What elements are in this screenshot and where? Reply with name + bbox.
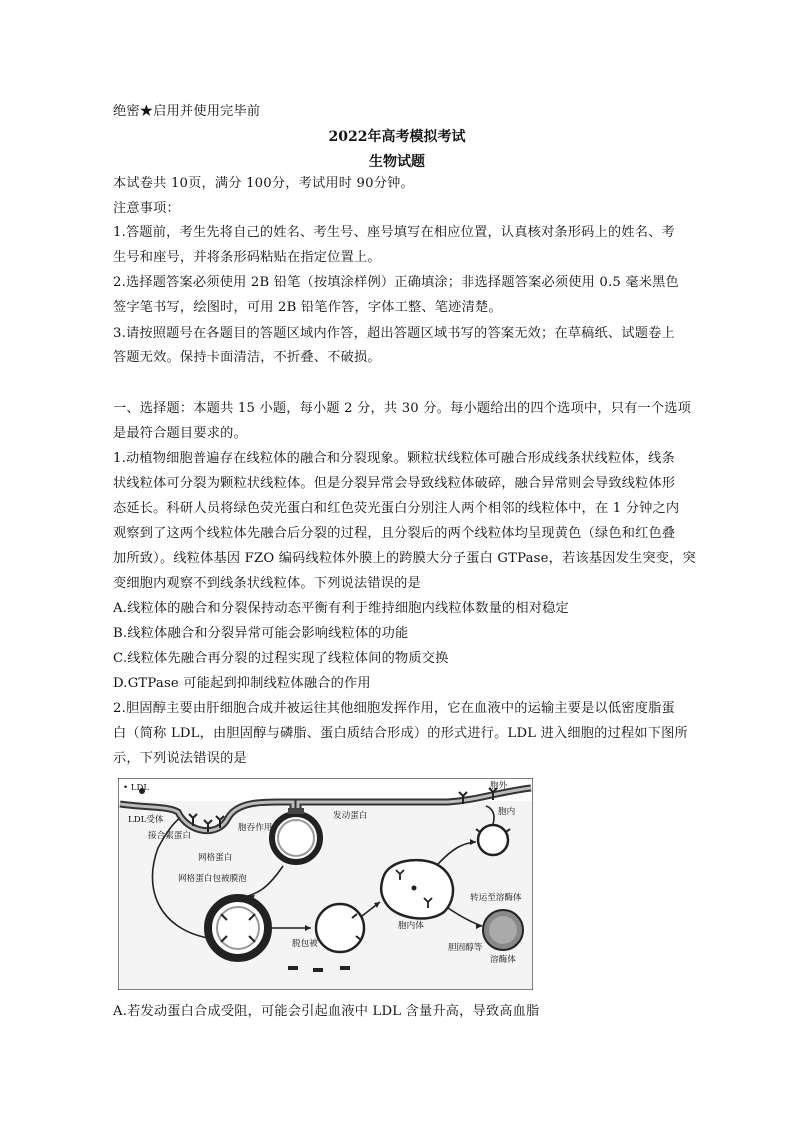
label-dynamin: 发动蛋白 xyxy=(333,811,368,821)
question-1-line: 1.动植物细胞普遍存在线粒体的融合和分裂现象。颗粒状线粒体可融合形成线条状线粒体，线条 xyxy=(113,451,675,466)
question-1-line: 加所致）。线粒体基因 FZO 编码线粒体外膜上的跨膜大分子蛋白 GTPase，若该基因发生突变，突 xyxy=(113,551,696,566)
label-lysosome: 溶酶体 xyxy=(490,955,516,965)
question-1-option-d: D.GTPase 可能起到抑制线粒体融合的作用 xyxy=(113,676,371,691)
intro-line: 本试卷共 10页，满分 100分，考试用时 90分钟。 xyxy=(113,176,414,191)
label-inside: 胞内 xyxy=(498,807,516,817)
question-2-line: 白（简称 LDL，由胆固醇与磷脂、蛋白质结合形成）的形式进行。LDL 进入细胞的过程如下图所 xyxy=(113,726,688,741)
question-1-line: 态延长。科研人员将绿色荧光蛋白和红色荧光蛋白分别注人两个相邻的线粒体中，在 1 分钟之内 xyxy=(113,501,680,516)
notice-line: 2.选择题答案必须使用 2B 铅笔（按填涂样例）正确填涂；非选择题答案必须使用 0.5 毫米黑色 xyxy=(113,275,679,290)
budding-vesicle xyxy=(272,814,320,862)
notice-line: 3.请按照题号在各题目的答题区域内作答，超出答题区域书写的答案无效；在草稿纸、试题卷上 xyxy=(113,326,675,341)
section-heading: 是最符合题目要求的。 xyxy=(113,426,247,441)
recycling-vesicle xyxy=(478,825,508,855)
question-1-option-c: C.线粒体先融合再分裂的过程实现了线粒体间的物质交换 xyxy=(113,651,449,666)
label-outside: 胞外 xyxy=(490,781,508,791)
label-coated-vesicle: 网格蛋白包被膜泡 xyxy=(178,874,247,884)
notice-line: 1.答题前，考生先将自己的姓名、考生号、座号填写在相应位置，认真核对条形码上的姓名、考 xyxy=(113,225,675,240)
label-endocytosis: 胞吞作用 xyxy=(238,823,273,833)
secret-header: 绝密★启用并使用完毕前 xyxy=(113,104,261,119)
exam-title: 2022年高考模拟考试 xyxy=(328,129,466,145)
label-clathrin: 网格蛋白 xyxy=(198,853,233,863)
question-2-option-a: A.若发动蛋白合成受阻，可能会引起血液中 LDL 含量升高，导致高血脂 xyxy=(113,1004,540,1019)
label-transport-lysosome: 转运至溶酶体 xyxy=(470,893,522,903)
notice-line: 生号和座号，并将条形码粘贴在指定位置上。 xyxy=(113,250,381,265)
question-1-line: 状线粒体可分裂为颗粒状线粒体。但是分裂异常会导致线粒体破碎，融合异常则会导致线粒体形 xyxy=(113,476,676,491)
question-1-line: 观察到了这两个线粒体先融合后分裂的过程，且分裂后的两个线粒体均呈现黄色（绿色和红色叠 xyxy=(113,526,676,541)
question-2-line: 示，下列说法错误的是 xyxy=(113,751,247,766)
label-uncoating: 脱包被 xyxy=(292,939,318,949)
question-2-line: 2.胆固醇主要由肝细胞合成并被运往其他细胞发挥作用，它在血液中的运输主要是以低密度脂蛋 xyxy=(113,701,675,716)
subject-title: 生物试题 xyxy=(369,154,425,170)
notice-heading: 注意事项： xyxy=(113,201,180,216)
uncoated-vesicle xyxy=(316,904,364,952)
notice-line: 答题无效。保持卡面清洁，不折叠、不破损。 xyxy=(113,350,381,365)
ldl-endocytosis-figure xyxy=(118,778,533,990)
endosome xyxy=(381,860,453,918)
label-ldl: • LDL xyxy=(123,783,150,793)
label-adaptor: 接合素蛋白 xyxy=(148,831,191,841)
label-cholesterol: 胆固醇等 xyxy=(448,943,483,953)
notice-line: 签字笔书写，绘图时，可用 2B 铅笔作答，字体工整、笔迹清楚。 xyxy=(113,300,502,315)
question-1-option-b: B.线粒体融合和分裂异常可能会影响线粒体的功能 xyxy=(113,626,409,641)
section-heading: 一、选择题：本题共 15 小题，每小题 2 分，共 30 分。每小题给出的四个选项中，只有一个选项 xyxy=(113,401,692,416)
label-receptor: LDL受体 xyxy=(128,815,164,825)
question-1-option-a: A.线粒体的融合和分裂保持动态平衡有利于维持细胞内线粒体数量的相对稳定 xyxy=(113,601,569,616)
label-endosome: 胞内体 xyxy=(398,921,424,931)
question-1-line: 变细胞内观察不到线条状线粒体。下列说法错误的是 xyxy=(113,576,421,591)
